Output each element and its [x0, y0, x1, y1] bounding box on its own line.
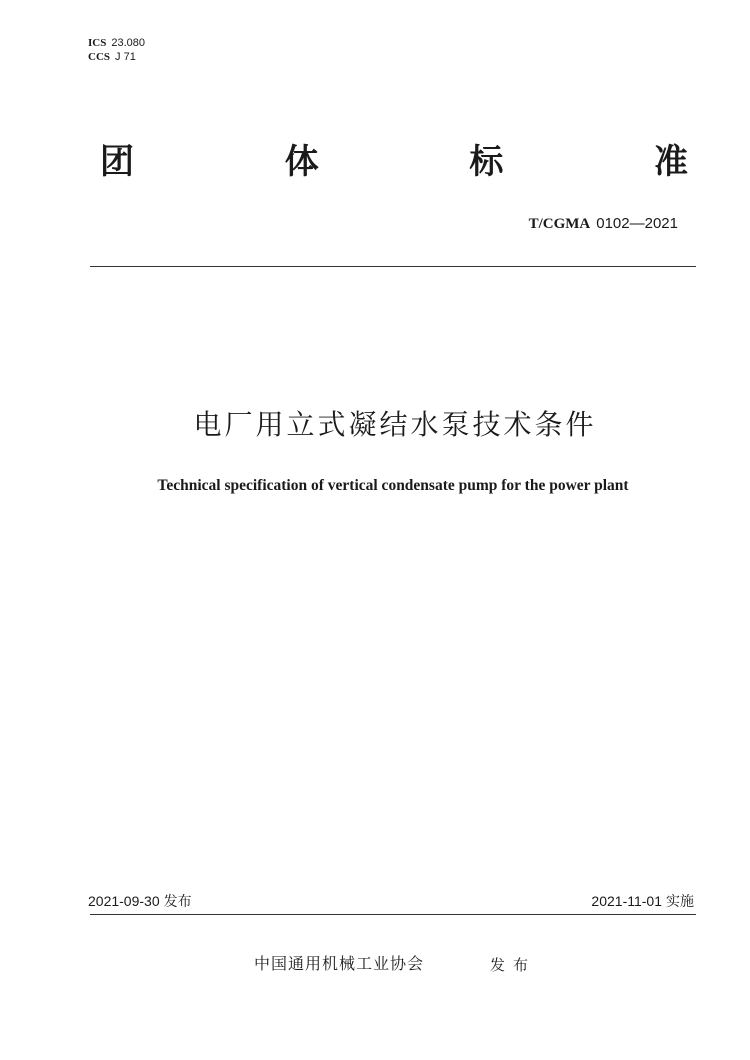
ics-value: 23.080 [111, 37, 145, 49]
header-divider [90, 266, 696, 267]
standard-type-char: 标 [469, 142, 504, 182]
standard-type-char: 体 [284, 142, 319, 182]
implement-date-label: 实施 [666, 894, 694, 910]
publish-date [88, 892, 192, 911]
classification-codes [88, 36, 145, 64]
issuing-organization: 中国通用机械工业协会 [254, 954, 425, 973]
implement-date [591, 892, 694, 911]
standard-number-value: 0102—2021 [596, 215, 678, 232]
standard-number-prefix: T/CGMA [528, 216, 591, 232]
standard-type-char: 准 [653, 142, 688, 182]
standard-number [529, 213, 678, 234]
issue-label: 发布 [490, 956, 537, 974]
ics-label: ICS [88, 37, 107, 49]
footer-divider [90, 914, 696, 915]
publish-date-label: 发布 [163, 894, 192, 910]
implement-date-value: 2021-11-01 [591, 893, 662, 909]
ccs-label: CCS [88, 51, 111, 63]
ics-code [88, 36, 145, 50]
document-title-zh: 电厂用立式凝结水泵技术条件 [193, 408, 597, 441]
standard-type-heading [100, 140, 688, 184]
ccs-code [88, 50, 145, 64]
document-title-en: Technical specification of vertical condensate pump for the power plant [157, 477, 629, 494]
ccs-value: J 71 [115, 51, 136, 63]
publish-date-value: 2021-09-30 [88, 893, 160, 909]
standard-type-char: 团 [100, 142, 134, 182]
